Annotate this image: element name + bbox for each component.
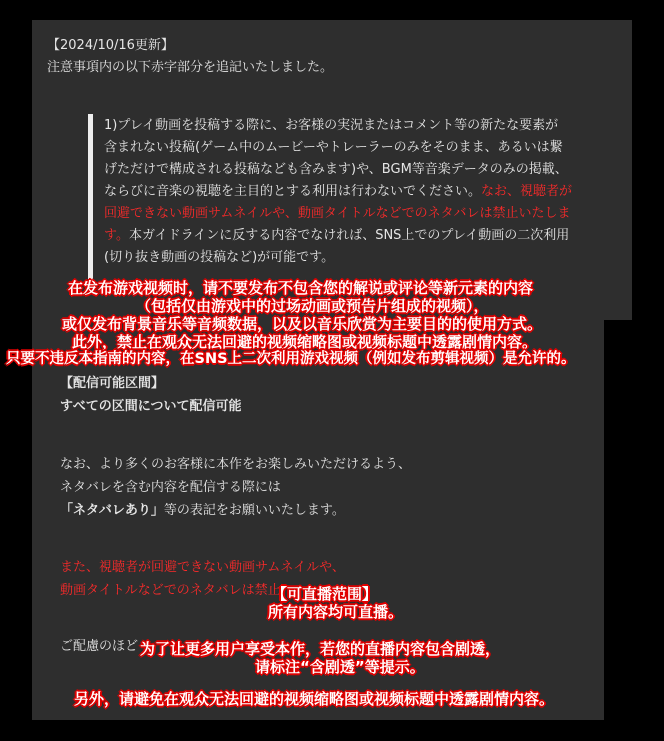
overlay-final-line: 另外，请避免在观众无法回避的视频缩略图或视频标题中透露剧情内容。 (74, 690, 555, 708)
range-heading: 【配信可能区間】 (60, 376, 165, 391)
overlay-top-line-1: 在发布游戏视频时，请不要发布不包含您的解说或评论等新元素的内容 (68, 279, 534, 297)
range-body: すべての区間について配信可能 (60, 399, 242, 414)
quote-red-1: なお、視聴者が (481, 184, 573, 199)
closing-fragment: ご配慮のほど (60, 639, 139, 654)
red-line-2: 動画タイトルなどでのネタバレは禁止 (60, 583, 281, 598)
overlay-note-line-2: 请标注“含剧透”等提示。 (255, 658, 425, 676)
overlay-top-line-3: 或仅发布背景音乐等音频数据，以及以音乐欣赏为主要目的的使用方式。 (62, 315, 543, 333)
quote-red-3: す。 (104, 228, 129, 243)
update-date: 【2024/10/16更新】 (47, 38, 174, 53)
para-line-3-text: 等の表記をお願いいたします。 (163, 503, 345, 518)
quote-red-2: 回避できない動画サムネイルや、動画タイトルなどでのネタバレは禁止いたしま (104, 206, 571, 221)
overlay-range-body: 所有内容均可直播。 (268, 603, 404, 621)
spoiler-tag-label: 「ネタバレあり」 (60, 503, 164, 518)
para-line-3 (60, 501, 345, 521)
overlay-top-line-4: 此外，禁止在观众无法回避的视频缩略图或视频标题中透露剧情内容。 (72, 333, 538, 351)
update-intro: 注意事項内の以下赤字部分を追記いたしました。 (47, 60, 334, 75)
quote-line-6-text: 本ガイドラインに反する内容でなければ、SNS上でのプレイ動画の二次利用 (128, 228, 570, 243)
overlay-top-line-5: 只要不违反本指南的内容，在SNS上二次利用游戏视频（例如发布剪辑视频）是允许的。 (6, 351, 576, 367)
blockquote-bar (88, 114, 93, 290)
red-line-1: また、視聴者が回避できない動画サムネイルや、 (60, 560, 345, 575)
quote-line-4 (104, 182, 572, 202)
quote-line-4-text: ならびに音楽の視聴を主目的とする利用は行わないでください。 (104, 184, 482, 199)
quote-line-3: げただけで構成される投稿なども含みます)や、BGM等音楽データのみの掲載、 (104, 162, 568, 177)
para-line-1: なお、より多くのお客様に本作をお楽しみいただけるよう、 (60, 457, 412, 472)
para-line-2: ネタバレを含む内容を配信する際には (60, 480, 281, 495)
quote-line-2: 含まれない投稿(ゲーム中のムービーやトレーラーのみをそのまま、あるいは繋 (104, 140, 563, 155)
overlay-top-line-2: （包括仅由游戏中的过场动画或预告片组成的视频）， (136, 297, 489, 315)
quote-line-7: (切り抜き動画の投稿など)が可能です。 (104, 250, 335, 265)
quote-line-1: 1)プレイ動画を投稿する際に、お客様の実況またはコメント等の新たな要素が (104, 118, 559, 133)
overlay-note-line-1: 为了让更多用户享受本作，若您的直播内容包含剧透， (140, 640, 501, 658)
overlay-range-heading: 【可直播范围】 (272, 585, 378, 603)
quote-line-6 (104, 226, 569, 246)
